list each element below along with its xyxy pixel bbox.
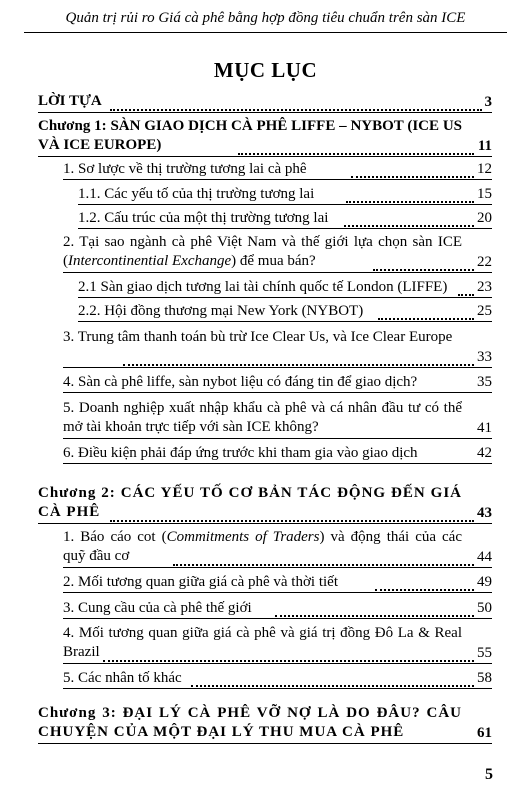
toc-page-number: 49	[477, 574, 492, 590]
toc-page-number: 23	[477, 279, 492, 295]
toc-page-number: 35	[477, 374, 492, 390]
toc-entry-5[interactable]	[63, 399, 492, 439]
toc-entry-text: 6. Điều kiện phải đáp ứng trước khi tham gia vào giao dịch	[63, 445, 418, 461]
toc-page-number: 42	[477, 445, 492, 461]
toc-entry-text: 1. Sơ lược về thị trường tương lai cà phê	[63, 161, 307, 177]
toc-entry-6[interactable]	[63, 444, 492, 464]
toc-page-number: 58	[477, 670, 492, 686]
toc-leader-dots	[378, 315, 474, 320]
toc-page-number: 15	[477, 186, 492, 202]
toc-entry-chapter-3[interactable]	[38, 704, 492, 744]
page-number: 5	[485, 766, 493, 783]
toc-page-number: 22	[477, 254, 492, 270]
toc-leader-dots	[375, 586, 474, 591]
toc-entry-3[interactable]	[63, 328, 492, 368]
toc-entry-ch2-3[interactable]	[63, 599, 492, 619]
toc-text-italic: Intercontinential Exchange	[68, 253, 232, 269]
toc-entry-text: 3. Cung cầu của cà phê thế giới	[63, 600, 252, 616]
toc-entry-text: 1.2. Cấu trúc của một thị trường tương lai	[78, 210, 329, 226]
toc-leader-dots	[458, 291, 474, 296]
toc-entry-text: 5. Doanh nghiệp xuất nhập khẩu cà phê và cá nhân đầu tư có thể mở tài khoản trực tiếp với sàn ICE không?	[63, 400, 462, 435]
toc-entry-text: Chương 1: SÀN GIAO DỊCH CÀ PHÊ LIFFE – NYBOT (ICE US VÀ ICE EUROPE)	[38, 118, 462, 153]
toc-leader-dots	[103, 657, 474, 662]
toc-entry-chapter-1[interactable]	[38, 117, 492, 157]
toc-entry-1-1[interactable]	[78, 185, 492, 205]
toc-entry-text: 2. Mối tương quan giữa giá cà phê và thời tiết	[63, 574, 338, 590]
toc-entry-ch2-5[interactable]	[63, 669, 492, 689]
toc-entry-text: Chương 2: CÁC YẾU TỐ CƠ BẢN TÁC ĐỘNG ĐẾN GIÁ CÀ PHÊ	[38, 485, 462, 520]
toc-text-part: 1. Báo cáo cot (	[63, 529, 167, 545]
toc-text-italic: Commitments of Traders	[166, 529, 320, 545]
toc-page-number: 11	[477, 138, 492, 154]
toc-entry-text: 1.1. Các yếu tố của thị trường tương lai	[78, 186, 315, 202]
toc-entry-text: 4. Mối tương quan giữa giá cà phê và giá trị đồng Đô La & Real Brazil	[63, 625, 462, 660]
toc-page-number: 44	[477, 549, 492, 565]
toc-entry-ch2-4[interactable]	[63, 624, 492, 664]
toc-page-number: 20	[477, 210, 492, 226]
header-rule	[24, 32, 507, 33]
toc-page-number: 50	[477, 600, 492, 616]
toc-entry-4[interactable]	[63, 373, 492, 393]
toc-leader-dots	[373, 266, 474, 271]
toc-entry-2[interactable]	[63, 233, 492, 273]
toc-leader-dots	[238, 150, 474, 155]
toc-text-part: ) và động thái của các quỹ đầu cơ	[63, 529, 462, 564]
toc-page-number: 33	[477, 349, 492, 365]
toc-entry-chapter-2[interactable]	[38, 484, 492, 524]
toc-entry-text: 5. Các nhân tố khác	[63, 670, 182, 686]
page-title: MỤC LỤC	[213, 58, 318, 82]
toc-entry-text: LỜI TỰA	[38, 93, 102, 109]
toc-page-number: 61	[477, 725, 492, 741]
toc-text-part: 2. Tại sao ngành cà phê Việt Nam và thế giới lựa chọn sàn ICE (	[63, 234, 462, 269]
toc-leader-dots	[110, 106, 482, 111]
toc-leader-dots	[346, 198, 474, 203]
toc-entry-ch2-2[interactable]	[63, 573, 492, 593]
toc-entry-1[interactable]	[63, 160, 492, 180]
toc-leader-dots	[344, 222, 474, 227]
toc-text-part: ) để mua bán?	[231, 253, 316, 269]
toc-page-number: 12	[477, 161, 492, 177]
toc-entry-text: Chương 3: ĐẠI LÝ CÀ PHÊ VỠ NỢ LÀ DO ĐÂU? CÂU CHUYỆN CỦA MỘT ĐẠI LÝ THU MUA CÀ PHÊ	[38, 705, 462, 740]
toc-entry-text: 2.1 Sàn giao dịch tương lai tài chính quốc tế London (LIFFE)	[78, 279, 448, 295]
toc-page-number: 43	[477, 505, 492, 521]
toc-entry-text: 3. Trung tâm thanh toán bù trừ Ice Clear Us, và Ice Clear Europe	[63, 329, 453, 345]
toc-entry-preface[interactable]	[38, 92, 492, 113]
toc-entry-text: 4. Sàn cà phê liffe, sàn nybot liệu có đáng tin để giao dịch?	[63, 374, 418, 390]
toc-page-number: 3	[484, 94, 492, 110]
toc-leader-dots	[173, 561, 474, 566]
toc-page-number: 41	[477, 420, 492, 436]
toc-leader-dots	[351, 173, 474, 178]
running-header: Quản trị rủi ro Giá cà phê bằng hợp đồng tiêu chuẩn trên sàn ICE	[65, 10, 466, 26]
toc-page-number: 55	[477, 645, 492, 661]
toc-page-number: 25	[477, 303, 492, 319]
toc-entry-1-2[interactable]	[78, 209, 492, 229]
toc-entry-2-2[interactable]	[78, 302, 492, 322]
toc-entry-text: 2.2. Hội đồng thương mại New York (NYBOT)	[78, 303, 364, 319]
toc-leader-dots	[275, 612, 474, 617]
toc-leader-dots	[191, 682, 474, 687]
toc-entry-ch2-1[interactable]	[63, 528, 492, 568]
toc-leader-dots	[110, 517, 474, 522]
toc-entry-2-1[interactable]	[78, 278, 492, 298]
toc-leader-dots	[123, 361, 474, 366]
